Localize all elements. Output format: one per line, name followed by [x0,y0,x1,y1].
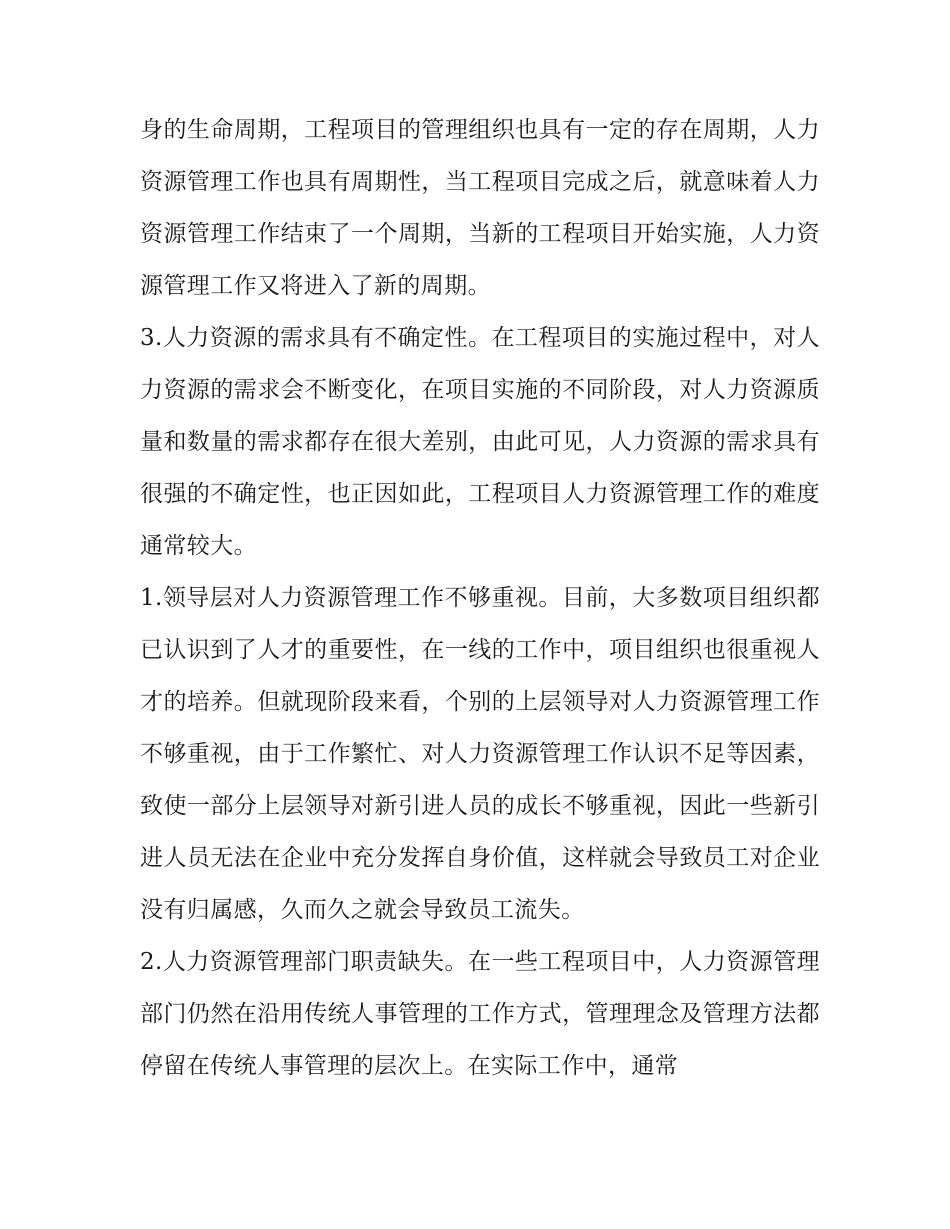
paragraph-hr-department-duty: 2.人力资源管理部门职责缺失。在一些工程项目中，人力资源管理部门仍然在沿用传统人事管理的工作方式，管理理念及管理方法都停留在传统人事管理的层次上。在实际工作中，通常 [140,949,820,1079]
body-text [140,104,820,1092]
paragraph-lifecycle-continuation: 身的生命周期，工程项目的管理组织也具有一定的存在周期，人力资源管理工作也具有周期性，当工程项目完成之后，就意味着人力资源管理工作结束了一个周期，当新的工程项目开始实施，人力资源管理工作又将进入了新的周期。 [140,117,820,299]
paragraph-leadership-attention: 1.领导层对人力资源管理工作不够重视。目前，大多数项目组织都已认识到了人才的重要性，在一线的工作中，项目组织也很重视人才的培养。但就现阶段来看，个别的上层领导对人力资源管理工作不够重视，由于工作繁忙、对人力资源管理工作认识不足等因素，致使一部分上层领导对新引进人员的成长不够重视，因此一些新引进人员无法在企业中充分发挥自身价值，这样就会导致员工对企业没有归属感，久而久之就会导致员工流失。 [140,585,820,923]
paragraph-demand-uncertainty: 3.人力资源的需求具有不确定性。在工程项目的实施过程中，对人力资源的需求会不断变化，在项目实施的不同阶段，对人力资源质量和数量的需求都存在很大差别，由此可见，人力资源的需求具有很强的不确定性，也正因如此，工程项目人力资源管理工作的难度通常较大。 [140,325,820,559]
